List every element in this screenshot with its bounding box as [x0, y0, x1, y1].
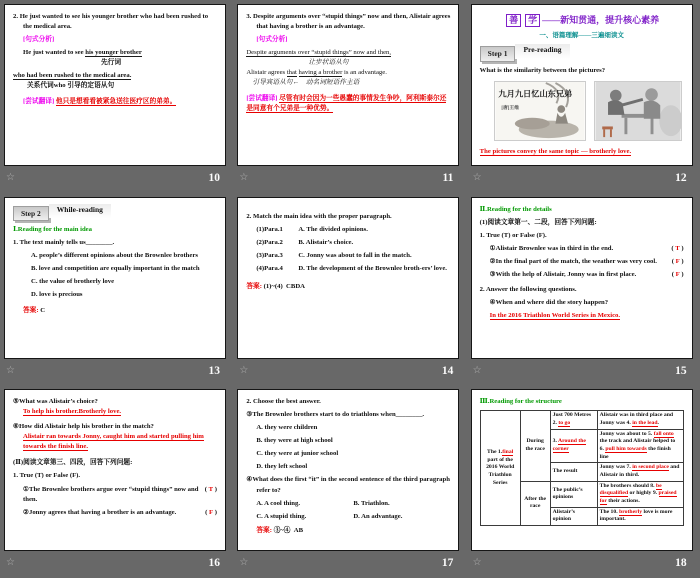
title-char-1: 善 — [506, 14, 521, 27]
para-label: (4)Para.4 — [256, 264, 283, 272]
tf-text: ①The Brownlee brothers argue over “stupid things” now and then. — [23, 485, 199, 503]
step-label: Step 1 — [480, 46, 516, 61]
sub-answer — [490, 311, 684, 321]
page-cell-12 — [467, 0, 700, 193]
sub-question: ④When and where did the story happen? — [489, 298, 609, 306]
moment-cell: The result — [550, 463, 597, 481]
tf-text: ③With the help of Alistair, Jonny was in first place. — [489, 270, 637, 278]
star-icon: ☆ — [6, 557, 15, 569]
structure-table — [480, 410, 684, 526]
answer-text: The pictures convey the same topic — brotherly love. — [479, 147, 632, 155]
section-heading: Ⅲ.Reading for the structure — [479, 398, 562, 406]
page-footer — [473, 553, 693, 573]
slide-12[interactable] — [471, 4, 693, 166]
blank-answer: be disqualified — [599, 482, 662, 497]
match-row — [256, 238, 450, 248]
poem-byline: [唐]王维 — [500, 105, 519, 111]
para-label: (1)Para.1 — [256, 225, 283, 233]
blank-answer: to go — [558, 419, 571, 426]
slide-11[interactable] — [237, 4, 459, 166]
tf-heading: 1. True (T) or False (F). — [13, 472, 81, 480]
slide-18[interactable] — [471, 389, 693, 551]
analysis-line-2 — [246, 68, 450, 78]
page-footer — [473, 361, 693, 381]
sentence-question — [13, 12, 217, 32]
translation-answer: 尽管有时会因为一些愚蠢的事情发生争吵，阿利斯泰尔还是同意有个兄弟是一种优势。 — [246, 95, 447, 113]
answer-text: To help his brother.Brotherly love. — [23, 408, 122, 416]
option-a: A. people’s different opinions about the Brownlee brothers — [31, 251, 198, 259]
tf-item — [23, 485, 217, 505]
step-label: Step 2 — [13, 206, 49, 221]
blank-answer: in the lead — [632, 419, 658, 426]
idea-label: A. The divided opinions. — [298, 225, 368, 233]
lesson-title — [480, 14, 684, 28]
translation-answer: 他只是想看看被紧急送往医疗区的弟弟。 — [55, 98, 177, 106]
section-heading: Ⅱ.Reading for the details — [479, 205, 552, 213]
analysis-line-2 — [13, 71, 217, 81]
option-row — [256, 512, 450, 522]
option-c: C. A stupid thing. — [256, 512, 307, 520]
page-number: 10 — [208, 172, 220, 184]
question-text: 3. Despite arguments over “stupid things” now and then, Alistair agrees that having a brother is an advantage. — [246, 13, 451, 31]
page-number: 16 — [208, 557, 220, 570]
moment-cell: Alistair’s opinion — [550, 507, 597, 525]
brothers-picture — [594, 81, 682, 141]
option-a: A. A cool thing. — [256, 499, 300, 507]
detail-cell — [597, 429, 683, 463]
moment-cell — [550, 429, 597, 463]
cell-text: 3. — [552, 438, 557, 445]
star-icon: ☆ — [239, 557, 249, 569]
cell-text: part of the 2016 World Triathlon Series — [486, 456, 515, 486]
page-footer — [6, 361, 226, 381]
sentence-question — [246, 12, 450, 32]
slide-10[interactable] — [4, 4, 226, 166]
slide-14[interactable] — [237, 197, 459, 359]
page-number: 14 — [441, 364, 454, 377]
page-cell-17 — [233, 385, 466, 578]
option-a: A. they were children — [256, 424, 318, 432]
cell-text: Jonny was 7. — [599, 464, 631, 471]
mc-question: ③The Brownlee brothers start to do triathlons when________. — [246, 411, 425, 419]
grammar-label-2: 关系代词who 引导的定语从句 — [27, 82, 115, 90]
tf-heading: 1. True (T) or False (F). — [479, 231, 547, 239]
answer-value: C — [40, 307, 46, 315]
analysis-tag: [句式分析] — [23, 36, 55, 44]
match-row — [256, 251, 450, 261]
answer-text: Alistair ran towards Jonny, caught him and started pulling him towards the finish line. — [23, 433, 204, 451]
tf-item — [23, 508, 217, 518]
moment-cell: The public’s opinions — [550, 481, 597, 507]
star-icon: ☆ — [6, 364, 15, 376]
blank-answer: Around the corner — [552, 438, 586, 452]
page-number: 18 — [675, 557, 687, 570]
page-number: 15 — [675, 364, 687, 377]
translate-row — [23, 97, 217, 107]
step-name: While-reading — [49, 204, 111, 218]
idea-label: C. Jonny was about to fall in the match. — [298, 251, 412, 259]
tf-mark: ( F ) — [672, 270, 684, 280]
detail-cell — [597, 411, 683, 429]
answer-label: 答案: — [256, 526, 272, 534]
option-d: D. they left school — [256, 463, 308, 471]
star-icon: ☆ — [472, 364, 482, 376]
page-number: 17 — [441, 557, 454, 570]
tf-item — [490, 244, 684, 254]
line1-underlined: Despite arguments over “stupid things” now and then, — [246, 49, 392, 57]
phase-cell: During the race — [520, 411, 550, 482]
option-d: D. love is precious — [31, 291, 83, 299]
star-icon: ☆ — [239, 364, 249, 376]
answer-label: 答案: — [246, 282, 262, 290]
translate-row — [246, 94, 450, 114]
answer-row — [256, 526, 450, 536]
cell-text: The 1. — [487, 448, 503, 455]
poem-picture — [494, 81, 586, 141]
detail-cell — [597, 507, 683, 525]
cell-text: . — [657, 419, 659, 426]
page-cell-13 — [0, 193, 233, 386]
page-footer — [473, 168, 693, 188]
line1-pre: He just wanted to see — [23, 49, 86, 57]
page-footer — [6, 553, 226, 573]
detail-cell — [597, 463, 683, 481]
pre-reading-question: What is the similarity between the pictures? — [479, 66, 606, 74]
sub-answer — [23, 407, 217, 417]
line2-underlined-2: having a brother — [298, 69, 343, 77]
para-label: (3)Para.3 — [256, 251, 283, 259]
line2-underlined: who had been rushed to the medical area. — [13, 72, 132, 80]
match-row — [256, 264, 450, 274]
tf-text: ②Jonny agrees that having a brother is an advantage. — [23, 508, 177, 516]
star-icon: ☆ — [472, 172, 482, 183]
tf-text: ①Alistair Brownlee was in third in the end. — [489, 244, 614, 252]
cell-text: The brothers should 8. — [599, 482, 655, 489]
para-label: (2)Para.2 — [256, 238, 283, 246]
analysis-line-1 — [23, 48, 217, 58]
phase-cell: After the race — [520, 481, 550, 525]
cell-text: The 10. — [599, 508, 618, 515]
tf-mark: ( F ) — [672, 257, 684, 267]
option-c: C. the value of brotherly love — [31, 278, 115, 286]
grammar-label-2: 引导宾语从句← 动名词短语作主语 — [252, 79, 360, 87]
line2-post: is an advantage. — [342, 69, 387, 77]
tf-mark: ( T ) — [205, 485, 217, 495]
cell-text: and Alistair in third. — [599, 464, 680, 479]
sub-answer — [23, 432, 217, 452]
step-tab — [13, 206, 217, 221]
blank-answer: praised for — [599, 490, 677, 505]
page-number: 11 — [442, 172, 454, 184]
match-list — [256, 225, 450, 274]
page-cell-11 — [233, 0, 466, 193]
series-cell — [480, 411, 520, 526]
title-rest: ——新知贯通，提升核心素养 — [542, 15, 660, 25]
cell-text: love is more important. — [599, 508, 673, 523]
option-row — [256, 499, 450, 509]
star-icon: ☆ — [472, 557, 482, 569]
question: 2. Match the main idea with the proper paragraph. — [246, 212, 392, 220]
option-b: B. they were at high school — [256, 437, 333, 445]
page-footer — [239, 168, 459, 188]
page-cell-10 — [0, 0, 233, 193]
moment-cell — [550, 411, 597, 429]
title-char-2: 学 — [525, 14, 540, 27]
question-heading: 2. Choose the best answer. — [246, 398, 321, 406]
tf-mark: ( T ) — [671, 244, 683, 254]
page-cell-16 — [0, 385, 233, 578]
table-row — [480, 411, 683, 429]
cell-text: Just 700 Metres 2. — [552, 412, 592, 426]
tf-text: ②In the final part of the match, the weather was very cool. — [489, 257, 657, 265]
page-number: 12 — [675, 172, 687, 184]
line1-underlined: his younger brother — [85, 49, 142, 57]
translate-tag: [尝试翻译] — [23, 98, 55, 106]
blank-answer: pull him towards — [605, 445, 647, 452]
line2-pre: Alistair agrees — [246, 69, 287, 77]
section-heading: Ⅰ.Reading for the main idea — [13, 225, 92, 233]
question: 1. The text mainly tells us________. — [13, 238, 115, 246]
analysis-line-1 — [246, 48, 450, 58]
cell-text: the finish line — [599, 445, 671, 460]
page-footer — [239, 553, 459, 573]
blank-answer: final — [502, 448, 514, 455]
mc-question: ④What does the first “it” in the second sentence of the third paragraph refer to? — [246, 476, 450, 494]
idea-label: B. Alistair’s choice. — [298, 238, 354, 246]
picture-answer — [480, 147, 684, 157]
page-footer — [239, 361, 459, 381]
section-subtitle: 一、语篇理解——三遍细读文 — [539, 31, 624, 39]
answer-label: 答案: — [23, 307, 39, 315]
poem-title: 九月九日忆山东兄弟 — [498, 89, 572, 99]
tf-item — [490, 257, 684, 267]
step-name: Pre-reading — [515, 44, 569, 58]
star-icon: ☆ — [6, 172, 15, 183]
answer-value: (1)~(4) CBDA — [263, 282, 305, 290]
slide-13[interactable] — [4, 197, 226, 359]
star-icon: ☆ — [239, 172, 249, 183]
slide-15[interactable] — [471, 197, 693, 359]
option-d: D. An advantage. — [353, 512, 403, 520]
slide-16[interactable] — [4, 389, 226, 551]
question-heading: 2. Answer the following questions. — [479, 285, 577, 293]
cell-text: Alistair was in third place and Jonny was 4. — [599, 412, 674, 426]
question-text: 2. He just wanted to see his younger brother who had been rushed to the medical area. — [13, 13, 209, 31]
cell-text: Jonny was about to 5. — [599, 430, 653, 437]
page-cell-14 — [233, 193, 466, 386]
slide-17[interactable] — [237, 389, 459, 551]
page-number: 13 — [208, 364, 220, 377]
tf-mark: ( F ) — [205, 508, 217, 518]
option-b: B. Triathlon. — [353, 499, 390, 507]
picture-row — [494, 81, 684, 141]
cell-text: their actions. — [606, 498, 640, 505]
option-b: B. love and competition are equally important in the match — [31, 264, 200, 272]
answer-value: ③~④ AB — [273, 526, 304, 534]
match-row — [256, 225, 450, 235]
blank-answer: brotherly — [619, 508, 643, 515]
translate-tag: [尝试翻译] — [246, 95, 278, 103]
page-footer — [6, 168, 226, 188]
cell-text: the track and Alistair helped to 6. — [599, 438, 676, 452]
line2-underlined-1: that — [286, 69, 297, 77]
tf-item — [490, 270, 684, 280]
sub-question: ⑥How did Alistair help his brother in the match? — [13, 423, 154, 431]
page-cell-15 — [467, 193, 700, 386]
answer-text: In the 2016 Triathlon World Series in Mexico. — [489, 311, 621, 319]
blank-answer: in second place — [632, 464, 669, 471]
blank-answer: fall onto — [653, 430, 674, 437]
option-c: C. they were at junior school — [256, 450, 339, 458]
sub-question: ⑤What was Alistair’s choice? — [13, 398, 98, 406]
page-cell-18 — [467, 385, 700, 578]
answer-row — [246, 282, 450, 292]
reading-instruction: (1)阅读文章第一、二段，回答下列问题: — [479, 218, 597, 226]
idea-label: D. The development of the Brownlee broth-ers’ love. — [298, 264, 447, 272]
reading-instruction: (Ⅱ)阅读文章第三、四段，回答下列问题: — [13, 459, 133, 467]
cell-text: or highly 9. — [628, 490, 658, 497]
analysis-tag: [句式分析] — [256, 36, 288, 44]
detail-cell — [597, 481, 683, 507]
grammar-label-1: 先行词 — [101, 59, 122, 67]
grammar-label-1: 让步状语从句 — [308, 59, 349, 67]
step-tab — [480, 46, 684, 61]
answer-row — [23, 306, 217, 316]
